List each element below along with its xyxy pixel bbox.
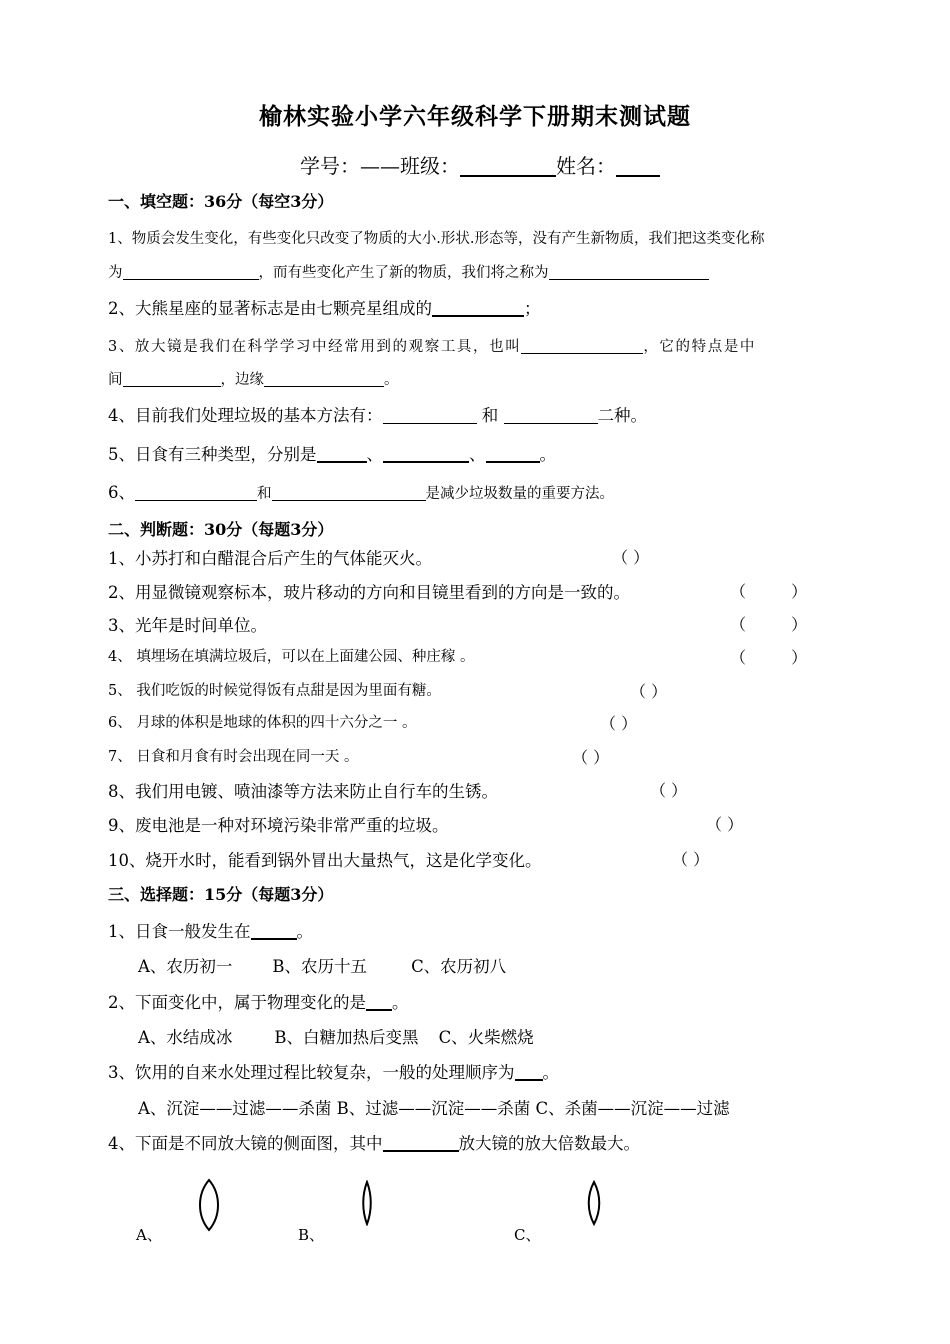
fill-q5-blank2[interactable] bbox=[383, 445, 469, 463]
tf-answer-9[interactable]: （ ） bbox=[706, 815, 744, 834]
tf-answer-10[interactable]: （ ） bbox=[672, 850, 710, 869]
mc-q1-blank[interactable] bbox=[251, 922, 297, 940]
mc-q1-options bbox=[138, 953, 506, 977]
fill-q3-blank2[interactable] bbox=[123, 370, 221, 387]
fill-q5-blank1[interactable] bbox=[317, 445, 367, 463]
lens-label-c[interactable]: C、 bbox=[514, 1226, 541, 1244]
tf-item-6: 6、 月球的体积是地球的体积的四十六分之一 。 bbox=[108, 715, 417, 731]
fill-q4: 4、目前我们处理垃圾的基本方法有： 和 二种。 bbox=[108, 406, 647, 425]
mc-q1-option-a[interactable]: A、农历初一 bbox=[138, 957, 233, 976]
fill-q6-blank1[interactable] bbox=[135, 484, 257, 501]
fill-q5: 5、日食有三种类型，分别是 、 、 。 bbox=[108, 445, 556, 464]
lens-c-icon bbox=[584, 1180, 604, 1226]
mc-q2: 2、下面变化中，属于物理变化的是 。 bbox=[108, 993, 409, 1012]
section-true-false-heading: 二、判断题：30分（每题3分） bbox=[108, 520, 334, 539]
lens-label-a[interactable]: A、 bbox=[136, 1226, 162, 1244]
mc-q2-option-a[interactable]: A、水结成冰 bbox=[138, 1028, 233, 1047]
tf-item-1: 1、小苏打和白醋混合后产生的气体能灭火。 bbox=[108, 549, 432, 568]
mc-q4: 4、下面是不同放大镜的侧面图，其中 放大镜的放大倍数最大。 bbox=[108, 1134, 640, 1153]
fill-q4-blank1[interactable] bbox=[383, 407, 477, 424]
fill-q3-line1: 3、放大镜是我们在科学学习中经常用到的观察工具，也叫 ，它的特点是中 bbox=[108, 339, 757, 355]
name-label: 姓名： bbox=[556, 154, 616, 178]
fill-q6: 6、 和 是减少垃圾数量的重要方法。 bbox=[108, 483, 614, 502]
tf-item-3: 3、光年是时间单位。 bbox=[108, 616, 267, 635]
mc-q2-option-b[interactable]: B、白糖加热后变黑 bbox=[274, 1028, 419, 1047]
mc-q1-option-c[interactable]: C、农历初八 bbox=[411, 957, 507, 976]
tf-answer-8[interactable]: （ ） bbox=[650, 781, 688, 800]
fill-q4-blank2[interactable] bbox=[504, 407, 598, 424]
fill-q5-blank3[interactable] bbox=[486, 445, 540, 463]
tf-answer-7[interactable]: （ ） bbox=[572, 748, 610, 767]
page-title: 榆林实验小学六年级科学下册期末测试题 bbox=[259, 103, 691, 130]
tf-item-9: 9、废电池是一种对环境污染非常严重的垃圾。 bbox=[108, 816, 449, 835]
mc-q2-blank[interactable] bbox=[366, 993, 392, 1011]
fill-q1-blank1[interactable] bbox=[123, 263, 259, 280]
fill-q1-blank2[interactable] bbox=[549, 263, 709, 280]
mc-q3-options[interactable]: A、沉淀——过滤——杀菌 B、过滤——沉淀——杀菌 C、杀菌——沉淀——过滤 bbox=[138, 1099, 730, 1118]
name-blank[interactable] bbox=[616, 155, 660, 177]
mc-q1: 1、日食一般发生在 。 bbox=[108, 922, 313, 941]
student-info-line bbox=[300, 150, 660, 179]
class-blank[interactable] bbox=[460, 155, 556, 177]
section-fill-blank-heading: 一、填空题：36分（每空3分） bbox=[108, 192, 334, 211]
tf-answer-6[interactable]: （ ） bbox=[600, 714, 638, 733]
mc-q3-blank[interactable] bbox=[515, 1063, 543, 1081]
fill-q6-blank2[interactable] bbox=[272, 484, 426, 501]
mc-q2-option-c[interactable]: C、火柴燃烧 bbox=[438, 1028, 534, 1047]
fill-q1-line1: 1、物质会发生变化，有些变化只改变了物质的大小.形状.形态等，没有产生新物质，我们把这类变化称 bbox=[108, 231, 765, 247]
tf-answer-2[interactable]: （ ） bbox=[730, 582, 808, 601]
mc-q1-option-b[interactable]: B、农历十五 bbox=[272, 957, 368, 976]
mc-q2-options bbox=[138, 1024, 534, 1048]
fill-q2: 2、大熊星座的显著标志是由七颗亮星组成的 ； bbox=[108, 299, 541, 318]
tf-answer-5[interactable]: （ ） bbox=[630, 682, 668, 701]
lens-b-icon bbox=[359, 1180, 375, 1226]
tf-answer-4[interactable]: （ ） bbox=[730, 648, 808, 667]
tf-item-2: 2、用显微镜观察标本，玻片移动的方向和目镜里看到的方向是一致的。 bbox=[108, 583, 630, 602]
class-label: 班级： bbox=[400, 154, 460, 178]
fill-q3-blank1[interactable] bbox=[521, 337, 643, 354]
tf-item-4: 4、 填埋场在填满垃圾后，可以在上面建公园、种庄稼 。 bbox=[108, 649, 475, 665]
tf-item-8: 8、我们用电镀、喷油漆等方法来防止自行车的生锈。 bbox=[108, 782, 498, 801]
fill-q3-line2: 间 ，边缘 。 bbox=[108, 372, 399, 388]
fill-q2-blank[interactable] bbox=[432, 299, 524, 317]
tf-item-10: 10、烧开水时，能看到锅外冒出大量热气，这是化学变化。 bbox=[108, 851, 542, 870]
section-multiple-choice-heading: 三、选择题：15分（每题3分） bbox=[108, 885, 334, 904]
tf-item-7: 7、 日食和月食有时会出现在同一天 。 bbox=[108, 749, 359, 765]
fill-q1-line2: 为 ，而有些变化产生了新的物质，我们将之称为 bbox=[108, 261, 709, 282]
student-no-label: 学号：—— bbox=[300, 154, 400, 178]
lens-a-icon bbox=[194, 1178, 224, 1232]
tf-answer-1[interactable]: （ ） bbox=[612, 548, 650, 567]
fill-q3-blank3[interactable] bbox=[264, 370, 384, 387]
mc-q4-blank[interactable] bbox=[383, 1134, 459, 1152]
tf-answer-3[interactable]: （ ） bbox=[730, 615, 808, 634]
mc-q3: 3、饮用的自来水处理过程比较复杂，一般的处理顺序为 。 bbox=[108, 1063, 559, 1082]
tf-item-5: 5、 我们吃饭的时候觉得饭有点甜是因为里面有糖。 bbox=[108, 683, 441, 699]
lens-label-b[interactable]: B、 bbox=[298, 1226, 325, 1244]
